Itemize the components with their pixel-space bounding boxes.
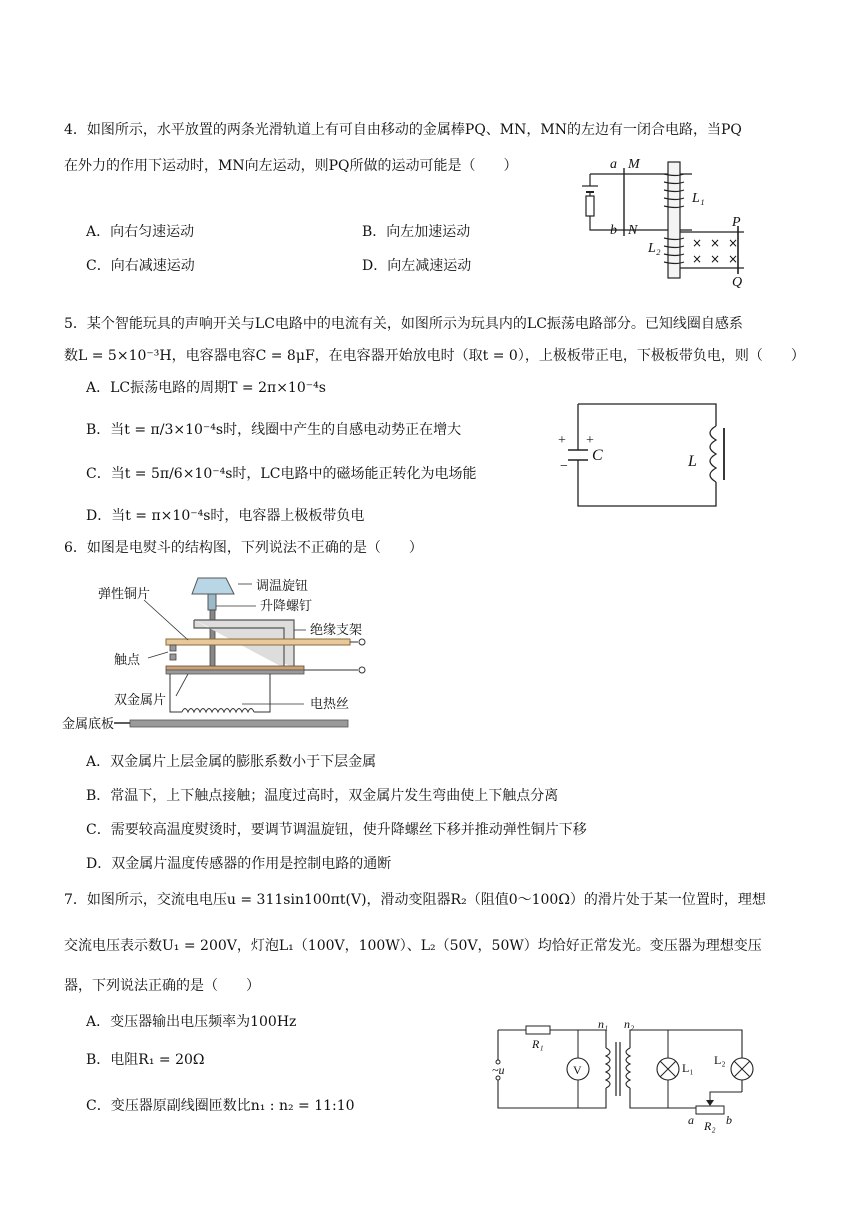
q4-label-a: a bbox=[610, 157, 617, 172]
q7-label-R2: R₂ bbox=[704, 1119, 716, 1133]
q4-label-M: M bbox=[628, 157, 640, 172]
svg-text:×: × bbox=[710, 252, 721, 266]
q5-stem-line2: 数L = 5×10⁻³H，电容器电容C = 8μF，在电容器开始放电时（取t = 0），上极板带正电，下极板带负电，则（ ） bbox=[64, 348, 805, 364]
q6-label-bracket: 绝缘支架 bbox=[310, 623, 363, 638]
q6-stem: 6．如图是电熨斗的结构图，下列说法不正确的是（ ） bbox=[64, 540, 423, 556]
q7-label-L1: L₁ bbox=[682, 1061, 694, 1075]
q7-label-b: b bbox=[726, 1113, 732, 1127]
q4-label-L1: L₁ bbox=[692, 191, 705, 206]
q4-rails-figure bbox=[572, 150, 762, 290]
q7-option-a: A．变压器输出电压频率为100Hz bbox=[86, 1014, 297, 1030]
q7-label-L2: L₂ bbox=[714, 1053, 726, 1067]
q4-option-d: D．向左减速运动 bbox=[362, 258, 472, 274]
q5-lc-circuit-figure bbox=[556, 398, 736, 522]
q4-label-b: b bbox=[610, 223, 617, 238]
q7-label-a: a bbox=[688, 1113, 694, 1127]
q5-plus-inner: + bbox=[586, 433, 594, 448]
q4-stem-line2: 在外力的作用下运动时，MN向左运动，则PQ所做的运动可能是（ ） bbox=[64, 158, 518, 174]
q6-label-knob: 调温旋钮 bbox=[256, 579, 309, 594]
q6-label-heater: 电热丝 bbox=[310, 697, 350, 712]
q5-label-C: C bbox=[592, 447, 603, 464]
svg-text:×: × bbox=[692, 252, 703, 266]
q6-option-c: C．需要较高温度熨烫时，要调节调温旋钮，使升降螺丝下移并推动弹性铜片下移 bbox=[86, 822, 587, 838]
q5-option-a: A．LC振荡电路的周期T = 2π×10⁻⁴s bbox=[86, 380, 326, 396]
q5-minus: − bbox=[560, 459, 568, 474]
q6-label-base: 金属底板 bbox=[62, 717, 115, 732]
q6-label-contact: 触点 bbox=[114, 653, 141, 668]
q6-label-bimetal: 双金属片 bbox=[114, 693, 167, 708]
q4-label-N: N bbox=[628, 223, 638, 238]
q7-label-n1: n₁ bbox=[598, 1020, 609, 1031]
q7-stem-line1: 7．如图所示，交流电电压u = 311sin100πt(V)，滑动变阻器R₂（阻值0～100Ω）的滑片处于某一位置时，理想 bbox=[64, 892, 766, 908]
q4-label-L2: L₂ bbox=[648, 241, 661, 256]
q7-label-R1: R₁ bbox=[532, 1037, 544, 1051]
q4-option-a: A．向右匀速运动 bbox=[86, 224, 195, 240]
q6-option-a: A．双金属片上层金属的膨胀系数小于下层金属 bbox=[86, 754, 377, 770]
svg-text:×: × bbox=[728, 236, 739, 250]
q6-iron-figure bbox=[58, 572, 388, 732]
q6-label-copper: 弹性铜片 bbox=[98, 587, 151, 602]
q5-stem-line1: 5．某个智能玩具的声响开关与LC电路中的电流有关，如图所示为玩具内的LC振荡电路部分。已知线圈自感系 bbox=[64, 316, 743, 332]
q4-stem-line1: 4．如图所示，水平放置的两条光滑轨道上有可自由移动的金属棒PQ、MN，MN的左边有一闭合电路，当PQ bbox=[64, 122, 742, 138]
svg-text:×: × bbox=[728, 252, 739, 266]
q4-option-b: B．向左加速运动 bbox=[362, 224, 471, 240]
q4-option-c: C．向右减速运动 bbox=[86, 258, 195, 274]
q5-option-d: D．当t = π×10⁻⁴s时，电容器上极板带负电 bbox=[86, 508, 365, 524]
q5-option-c: C．当t = 5π/6×10⁻⁴s时，LC电路中的磁场能正转化为电场能 bbox=[86, 466, 477, 482]
q4-label-Q: Q bbox=[732, 275, 743, 290]
q7-option-c: C．变压器原副线圈匝数比n₁ : n₂ = 11:10 bbox=[86, 1098, 355, 1114]
q7-label-n2: n₂ bbox=[624, 1020, 635, 1031]
q7-transformer-figure bbox=[486, 1020, 756, 1140]
q6-option-d: D．双金属片温度传感器的作用是控制电路的通断 bbox=[86, 856, 392, 872]
q6-label-screw: 升降螺钉 bbox=[260, 599, 313, 614]
q5-option-b: B．当t = π/3×10⁻⁴s时，线圈中产生的自感电动势正在增大 bbox=[86, 422, 462, 438]
svg-text:×: × bbox=[710, 236, 721, 250]
q7-stem-line2: 交流电压表示数U₁ = 200V，灯泡L₁（100V，100W）、L₂（50V，50W）均恰好正常发光。变压器为理想变压 bbox=[64, 938, 762, 954]
q7-label-V: V bbox=[573, 1063, 582, 1077]
q5-plus-outer: + bbox=[558, 433, 566, 448]
q7-option-b: B．电阻R₁ = 20Ω bbox=[86, 1052, 205, 1068]
q5-label-L: L bbox=[688, 453, 697, 470]
q7-stem-line3: 器，下列说法正确的是（ ） bbox=[64, 978, 260, 994]
q6-option-b: B．常温下，上下触点接触；温度过高时，双金属片发生弯曲使上下触点分离 bbox=[86, 788, 559, 804]
svg-text:×: × bbox=[692, 236, 703, 250]
q4-label-P: P bbox=[732, 215, 741, 230]
q7-label-u: ~u bbox=[492, 1063, 505, 1077]
